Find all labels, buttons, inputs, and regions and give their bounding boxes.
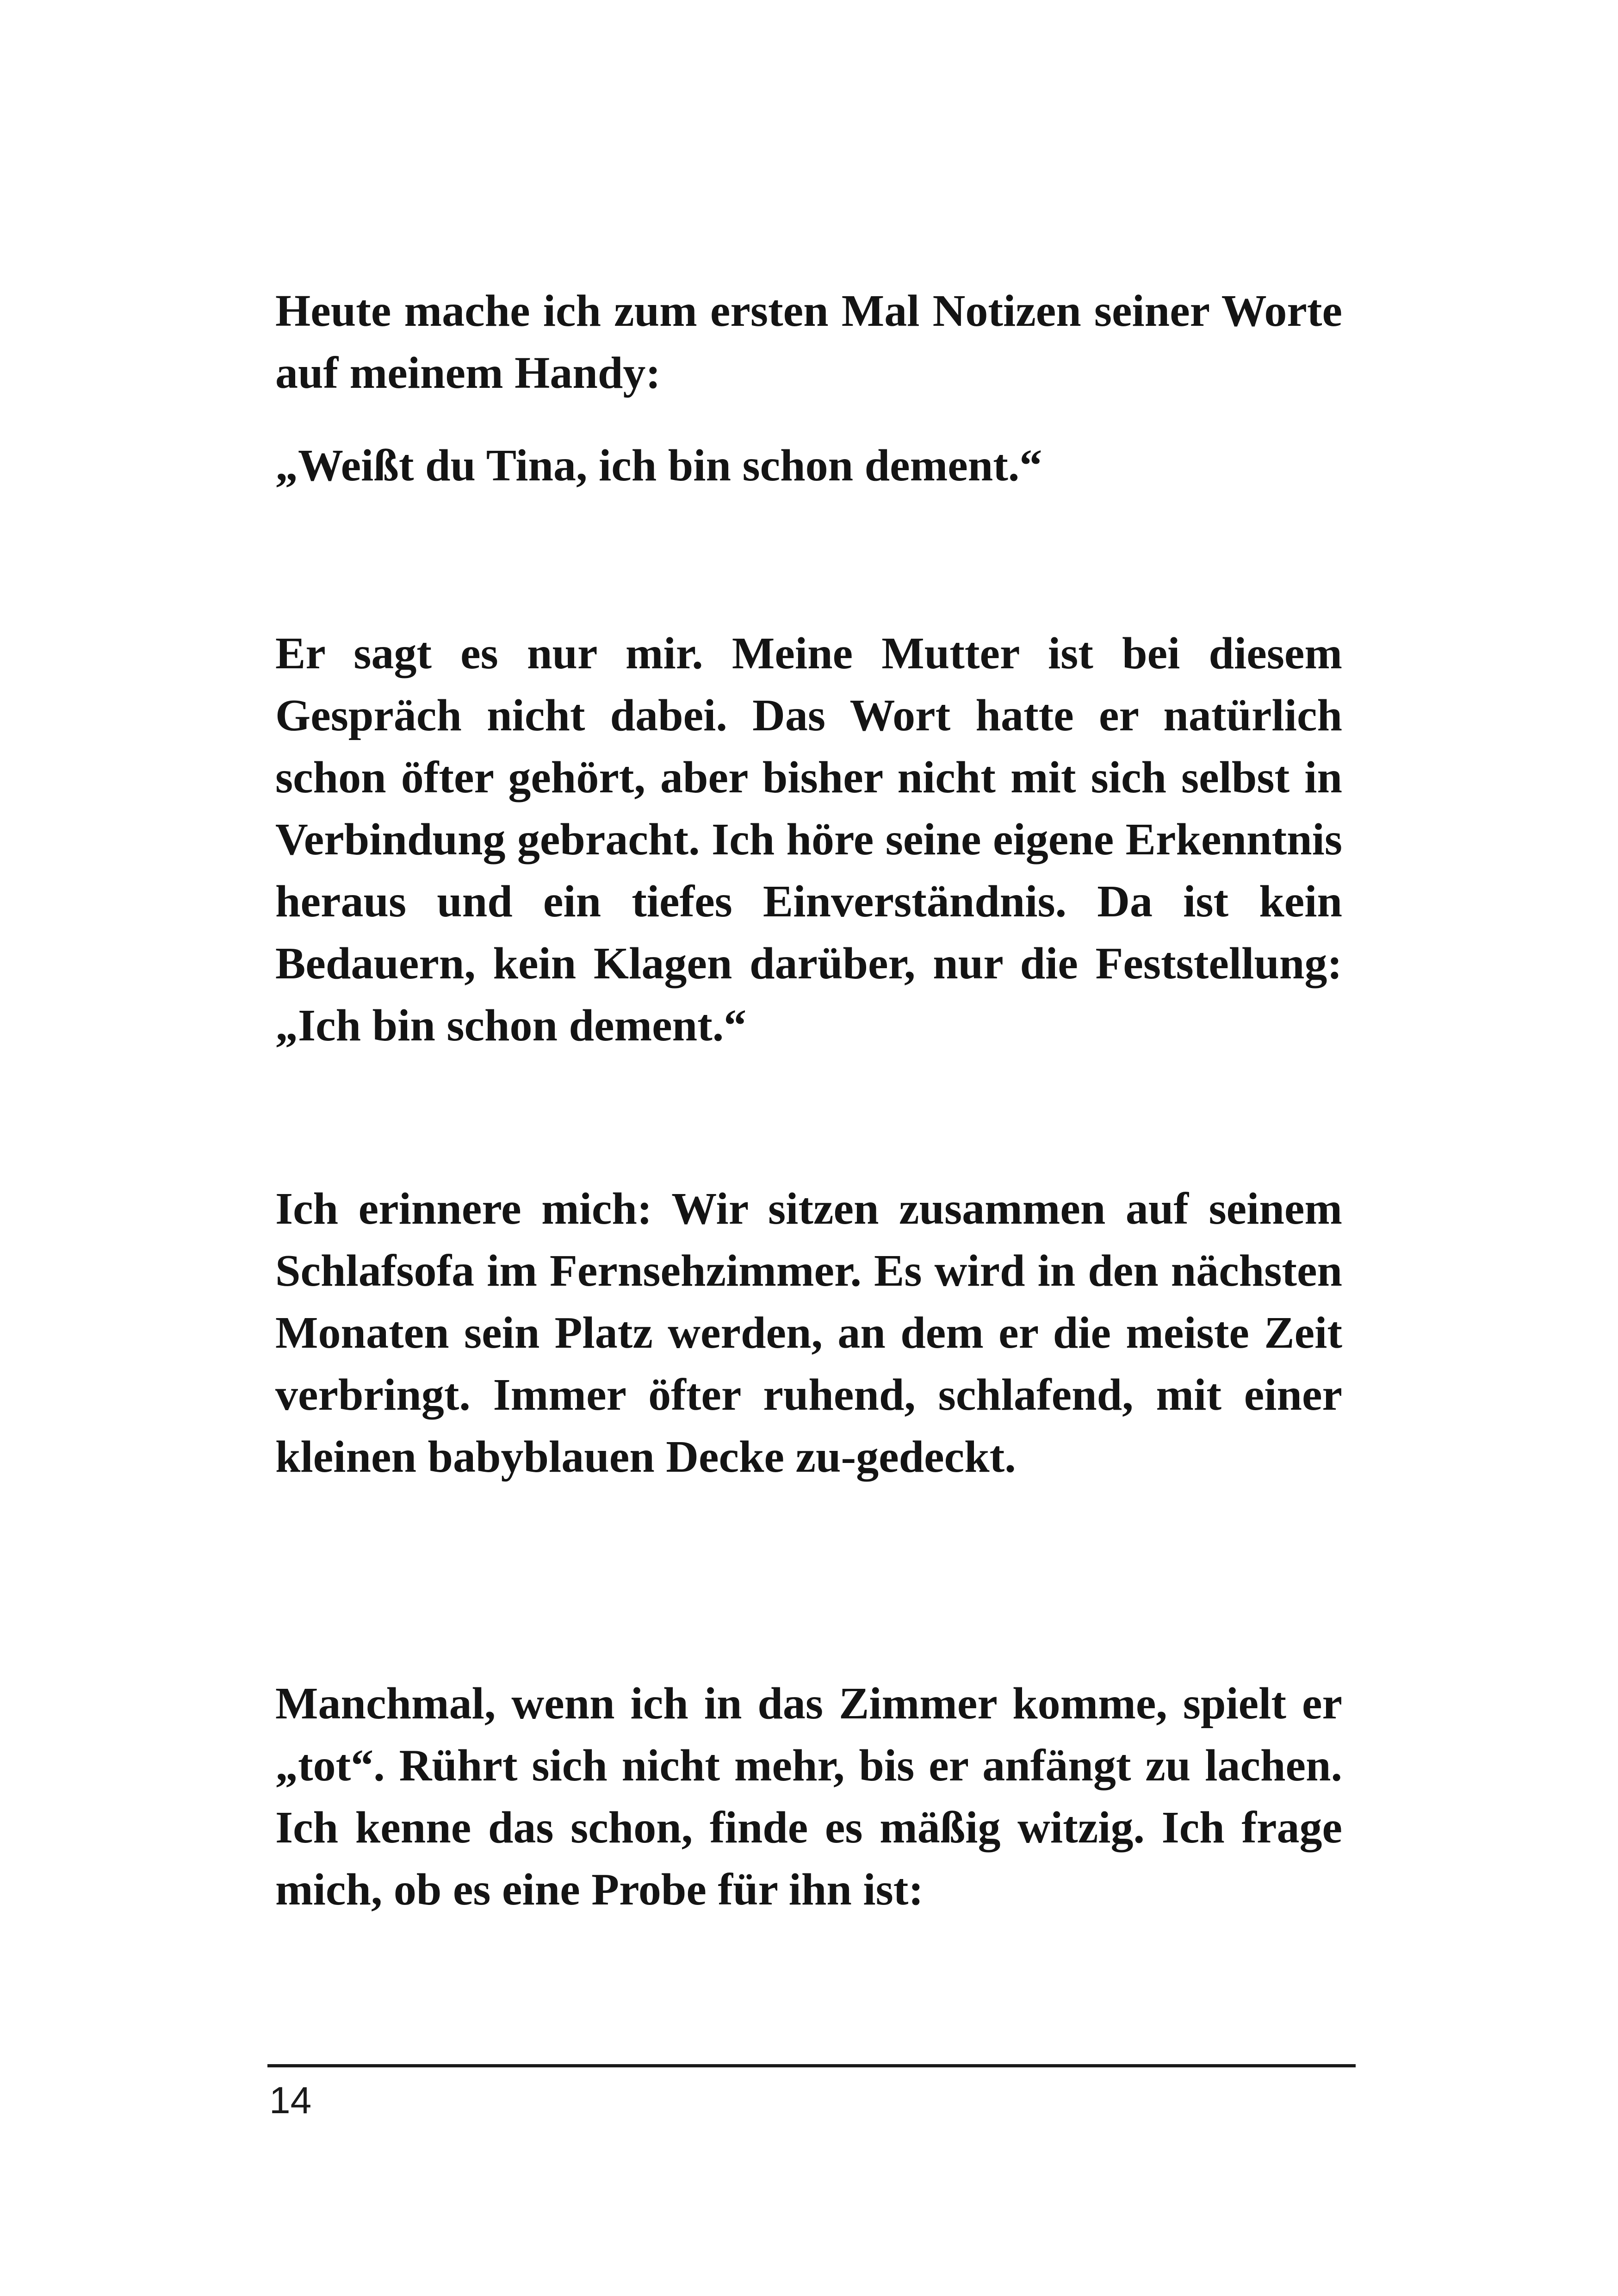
paragraph-text: Ich erinnere mich: Wir sitzen zusammen auf seinem Schlafsofa im Fernsehzimmer. Es wird in den nächsten Monaten sein Platz werden, an dem er die meiste Zeit verbringt. Immer öfter ruhend, schlafend, mit einer kleinen babyblauen Decke zu-gedeckt. xyxy=(275,1184,1342,1482)
paragraph-3 xyxy=(275,622,1342,1057)
page-number: 14 xyxy=(269,2079,312,2122)
paragraph-text: „Weißt du Tina, ich bin schon dement.“ xyxy=(275,441,1042,491)
paragraph-5 xyxy=(275,1673,1342,1921)
paragraph-1 xyxy=(275,280,1342,404)
footer-divider xyxy=(267,2064,1356,2067)
paragraph-2-quote xyxy=(275,435,1342,497)
paragraph-text: Er sagt es nur mir. Meine Mutter ist bei diesem Gespräch nicht dabei. Das Wort hatte er natürlich schon öfter gehört, aber bisher nicht mit sich selbst in Verbindung gebracht. Ich höre seine eigene Erkenntnis heraus und ein tiefes Einverständnis. Da ist kein Bedauern, kein Klagen darüber, nur die Feststellung: „Ich bin schon dement.“ xyxy=(275,628,1342,1051)
paragraph-text: Manchmal, wenn ich in das Zimmer komme, spielt er „tot“. Rührt sich nicht mehr, bis er anfängt zu lachen. Ich kenne das schon, finde es mäßig witzig. Ich frage mich, ob es eine Probe für ihn ist: xyxy=(275,1679,1342,1915)
paragraph-4 xyxy=(275,1178,1342,1488)
paragraph-text: Heute mache ich zum ersten Mal Notizen seiner Worte auf meinem Handy: xyxy=(275,286,1342,398)
